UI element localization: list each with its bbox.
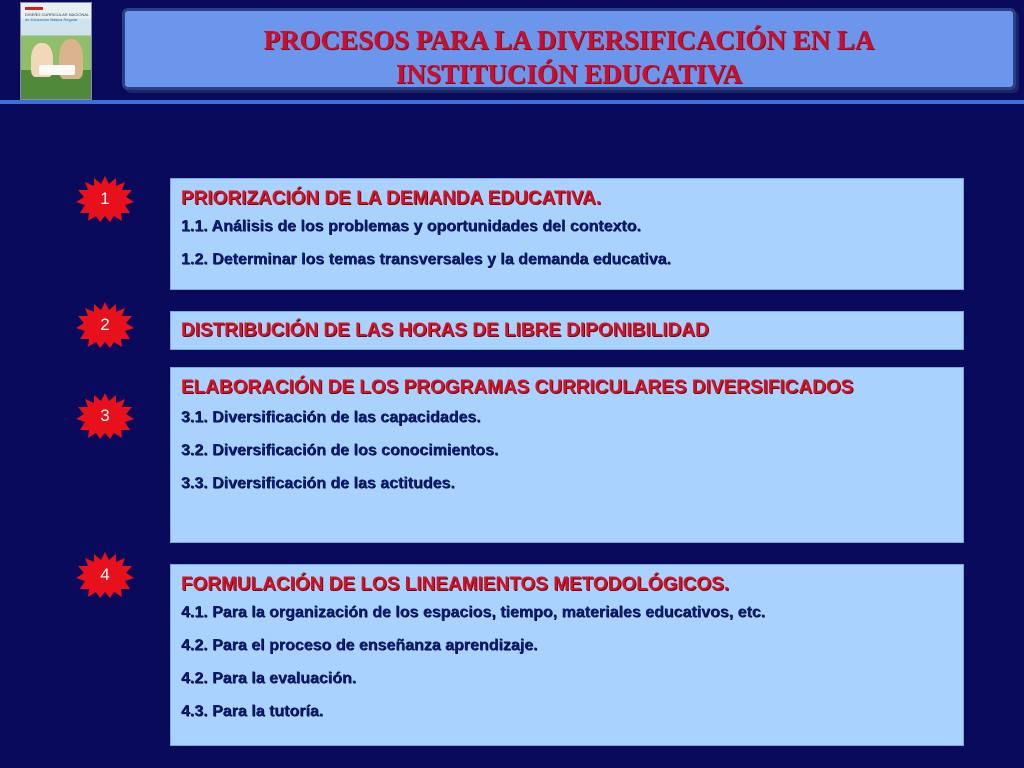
step-number: 2 [100,315,110,334]
step-box-1 [170,178,964,290]
header-divider [0,100,1024,104]
cover-logo-bar [25,7,43,10]
step-heading: FORMULACIÓN DE LOS LINEAMIENTOS METODOLÓGICOS. [181,574,730,595]
step-number-badge [76,393,134,439]
step-item: 1.1. Análisis de los problemas y oportunidades del contexto. [181,218,641,235]
step-number-badge [76,302,134,348]
cover-subtitle: de Educación Básica Regular [25,17,78,22]
step-item: 3.1. Diversificación de las capacidades. [181,409,481,426]
step-number-badge [76,176,134,222]
step-number: 1 [100,189,110,208]
step-box-3 [170,367,964,543]
step-item: 3.3. Diversificación de las actitudes. [181,475,455,492]
step-item: 4.2. Para la evaluación. [181,670,357,687]
step-item: 1.2. Determinar los temas transversales y la demanda educativa. [181,251,672,268]
slide-title-line-1: PROCESOS PARA LA DIVERSIFICACIÓN EN LA [263,25,875,55]
step-item: 3.2. Diversificación de los conocimientos. [181,442,499,459]
step-box-4 [170,564,964,746]
slide-title-line-2: INSTITUCIÓN EDUCATIVA [395,59,743,89]
cover-book-figure [39,65,75,75]
step-item: 4.1. Para la organización de los espacios, tiempo, materiales educativos, etc. [181,604,766,621]
step-box-2 [170,311,964,350]
step-item: 4.2. Para el proceso de enseñanza aprendizaje. [181,637,538,654]
step-heading: DISTRIBUCIÓN DE LAS HORAS DE LIBRE DIPONIBILIDAD [181,320,709,341]
step-number: 4 [100,565,110,584]
step-heading: PRIORIZACIÓN DE LA DEMANDA EDUCATIVA. [181,188,602,209]
curriculum-cover-thumbnail [20,2,92,100]
step-heading: ELABORACIÓN DE LOS PROGRAMAS CURRICULARES DIVERSIFICADOS [181,377,854,398]
title-banner [122,8,1016,90]
cover-title: DISEÑO CURRICULAR NACIONAL [25,12,90,17]
step-number-badge [76,552,134,598]
step-number: 3 [100,406,110,425]
slide-title [125,23,1013,91]
step-item: 4.3. Para la tutoría. [181,703,324,720]
